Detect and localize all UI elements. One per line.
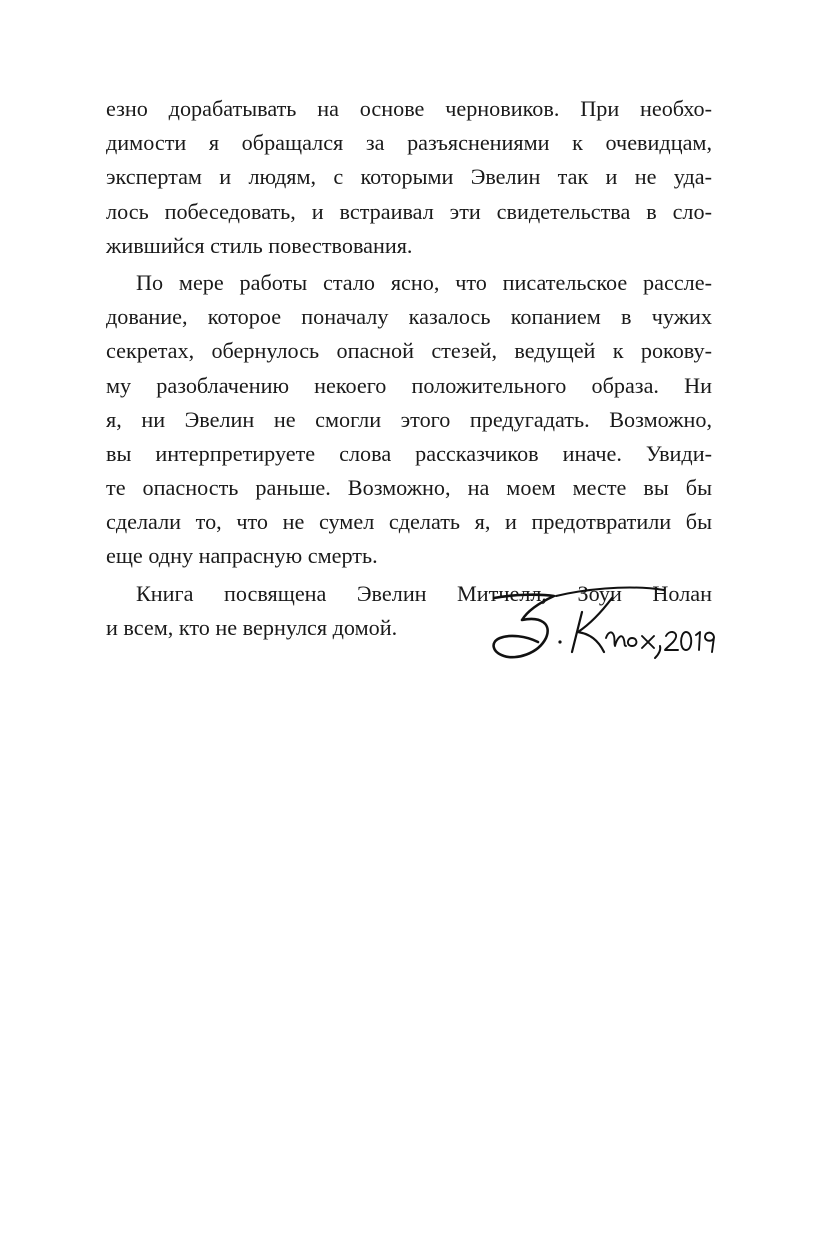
text-line: му разоблачению некоего положительного образа. Ни — [106, 372, 712, 398]
text-line: еще одну напрасную смерть. — [106, 543, 378, 569]
paragraph-1 — [106, 92, 712, 263]
text-line: я, ни Эвелин не смогли этого предугадать. Возможно, — [106, 406, 712, 432]
text-line: Книга посвящена Эвелин Митчелл, Зоуи Нолан — [136, 580, 712, 606]
text-line: экспертам и людям, с которыми Эвелин так и не уда- — [106, 164, 712, 190]
text-line: дование, которое поначалу казалось копанием в чужих — [106, 304, 712, 330]
text-line: те опасность раньше. Возможно, на моем месте вы бы — [106, 475, 712, 501]
text-line: лось побеседовать, и встраивал эти свидетельства в сло- — [106, 198, 712, 224]
text-line: димости я обращался за разъяснениями к очевидцам, — [106, 130, 712, 156]
text-line: По мере работы стало ясно, что писательское рассле- — [136, 269, 712, 295]
text-line: сделали то, что не сумел сделать я, и предотвратили бы — [106, 509, 712, 535]
text-line: жившийся стиль повествования. — [106, 232, 413, 258]
body-text — [106, 92, 712, 645]
text-line: вы интерпретируете слова рассказчиков иначе. Увиди- — [106, 440, 712, 466]
text-line: и всем, кто не вернулся домой. — [106, 614, 398, 640]
text-line: езно дорабатывать на основе черновиков. При необхо- — [106, 96, 712, 121]
signature-image — [486, 580, 716, 670]
text-line: секретах, обернулось опасной стезей, ведущей к рокову- — [106, 338, 712, 364]
paragraph-2 — [106, 266, 712, 574]
